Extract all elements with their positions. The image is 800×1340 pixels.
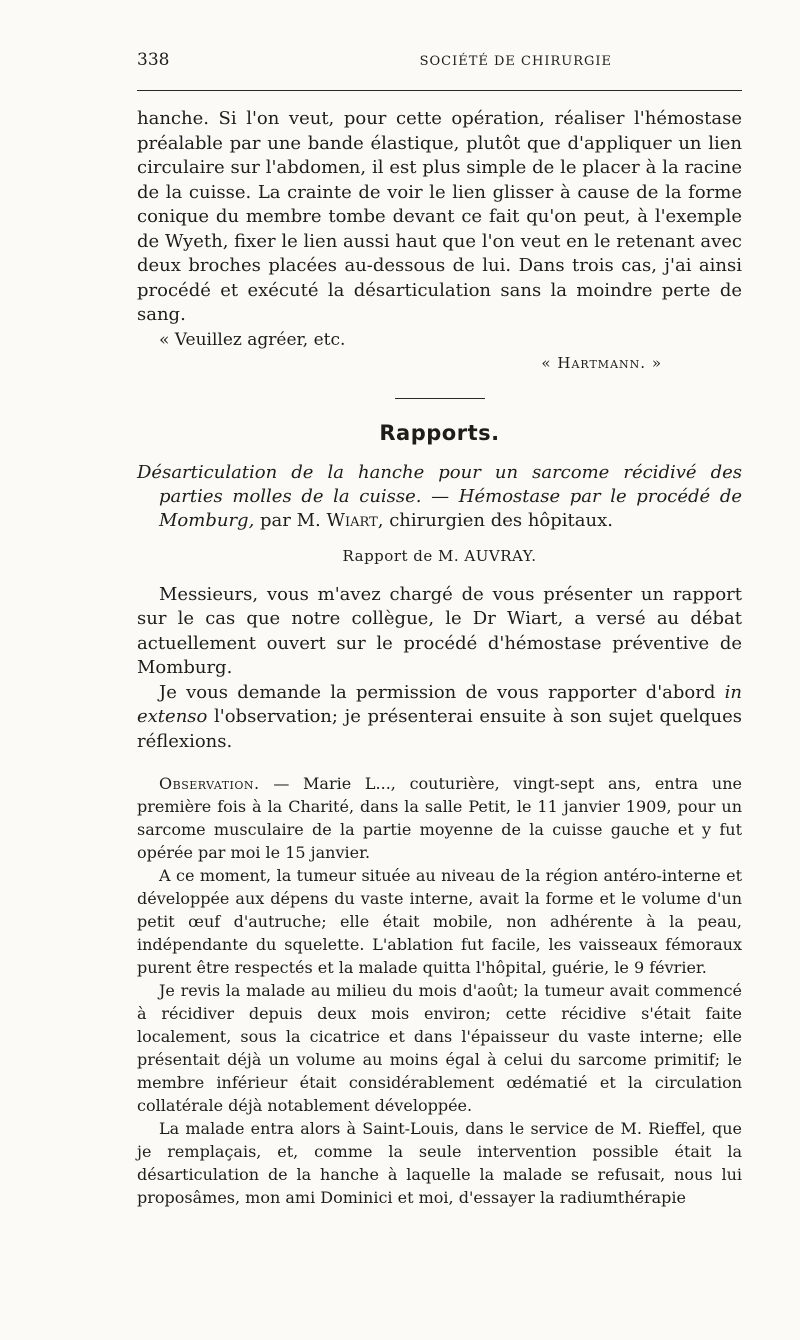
observation-paragraph-1: Observation. — Marie L..., couturière, vingt-sept ans, entra une première fois à la Charité, dans la salle Petit, le 11 janvier 1909, pour un sarcome musculaire de la partie moyenne de la cuisse gauche et y fut opérée par moi le 15 janvier.: [137, 774, 742, 862]
observation-lead: Observation.: [159, 774, 260, 793]
letter-paragraph: hanche. Si l'on veut, pour cette opération, réaliser l'hémostase préalable par une bande élastique, plutôt que d'appliquer un lien circulaire sur l'abdomen, il est plus simple de le placer à la racine de la cuisse. La crainte de voir le lien glisser à cause de la forme conique du membre tombe devant ce fait qu'on peut, à l'exemple de Wyeth, fixer le lien aussi haut que l'on veut en le retenant avec deux broches placées au-dessous de lui. Dans trois cas, j'ai ainsi procédé et exécuté la désarticulation sans la moindre perte de sang.: [137, 108, 742, 325]
letter-signature: « Hartmann. »: [541, 353, 662, 372]
report-by: Rapport de M. AUVRAY.: [342, 546, 537, 565]
observation-block: [137, 772, 742, 1209]
report-title-italic: Désarticulation de la hanche pour un sarcome récidivé des parties molles de la cuisse. — Hémostase par le procédé de Momburg,: [137, 461, 742, 531]
section-title: Rapports.: [379, 420, 500, 445]
report-title: Désarticulation de la hanche pour un sarcome récidivé des parties molles de la cuisse. — Hémostase par le procédé de Momburg, par M. Wiart, chirurgien des hôpitaux.: [137, 461, 742, 531]
page-header: [137, 50, 742, 76]
document-page: [137, 50, 742, 1209]
running-title: SOCIÉTÉ DE CHIRURGIE: [419, 54, 612, 69]
section-separator: [395, 398, 485, 399]
letter-closing: « Veuillez agréer, etc.: [159, 329, 346, 350]
header-rule: [137, 90, 742, 91]
observation-paragraph-4: La malade entra alors à Saint-Louis, dans le service de M. Rieffel, que je remplaçais, et, comme la seule intervention possible était la désarticulation de la hanche à laquelle la malade se refusait, nous lui proposâmes, mon ami Dominici et moi, d'essayer la radiumthérapie: [137, 1119, 742, 1207]
observation-paragraph-3: Je revis la malade au milieu du mois d'août; la tumeur avait commencé à récidiver depuis deux mois environ; cette récidive s'était faite localement, sous la cicatrice et dans l'épaisseur du vaste interne; elle présentait déjà un volume au moins égal à celui du sarcome primitif; le membre inférieur était considérablement œdématié et la circulation collatérale déjà notablement développée.: [137, 981, 742, 1115]
in-extenso: in extenso: [137, 681, 742, 727]
signature-name: Hartmann.: [557, 353, 647, 372]
page-number: 338: [137, 50, 170, 70]
report-paragraph-1: Messieurs, vous m'avez chargé de vous présenter un rapport sur le cas que notre collègue, le Dr Wiart, a versé au débat actuellement ouvert sur le procédé d'hémostase préventive de Momburg.: [137, 583, 742, 678]
report-paragraph-2: Je vous demande la permission de vous rapporter d'abord in extenso l'observation; je présenterai ensuite à son sujet quelques réflexions.: [137, 681, 742, 752]
report-author: Wiart: [326, 509, 378, 531]
observation-paragraph-2: A ce moment, la tumeur située au niveau de la région antéro-interne et développée aux dépens du vaste interne, avait la forme et le volume d'un petit œuf d'autruche; elle était mobile, non adhérente à la peau, indépendante du squelette. L'ablation fut facile, les vaisseaux fémoraux purent être respectés et la malade quitta l'hôpital, guérie, le 9 février.: [137, 866, 742, 977]
